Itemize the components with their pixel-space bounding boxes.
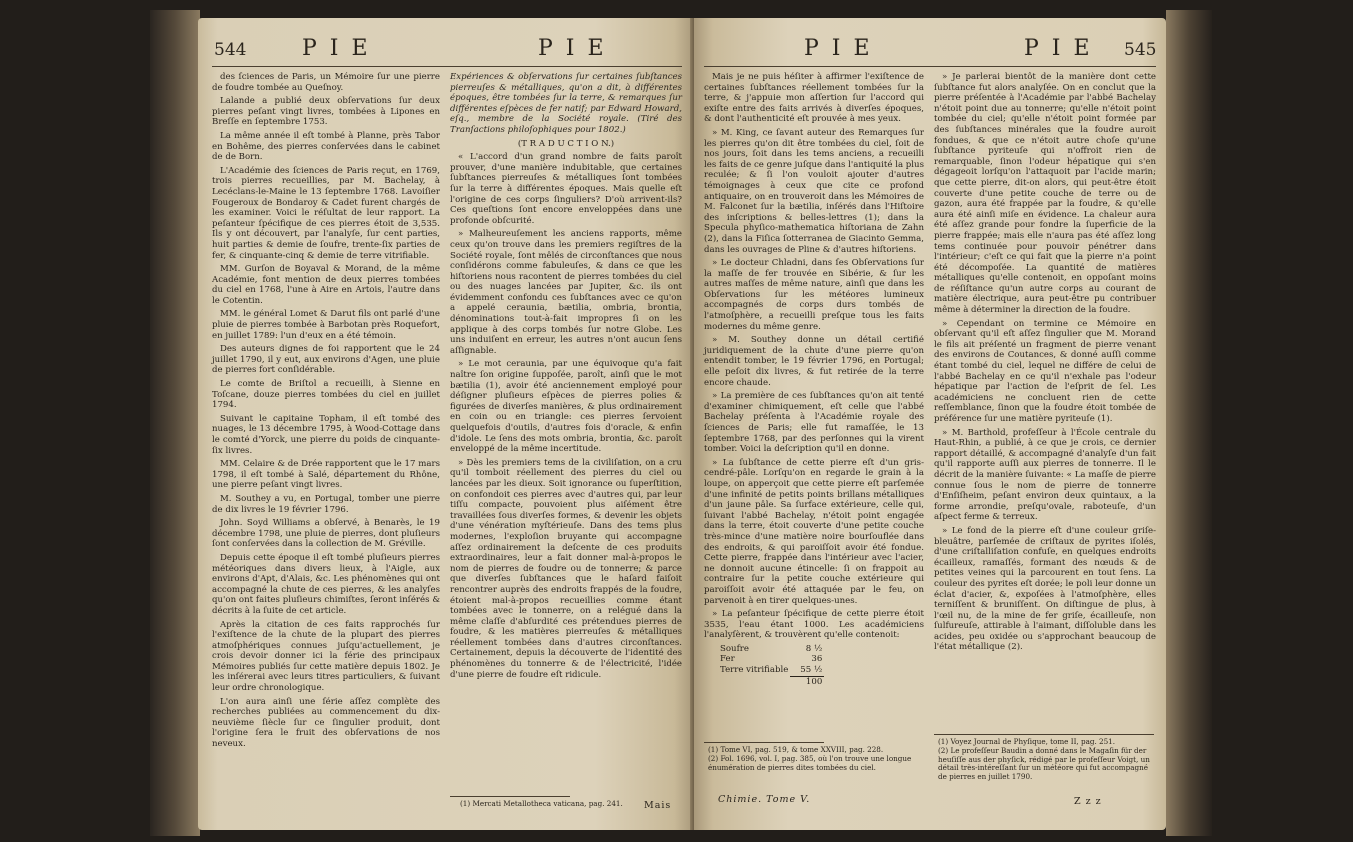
catchword: Mais bbox=[644, 800, 672, 811]
paragraph: » La peſanteur ſpécifique de cette pierre étoit 3535, l'eau étant 1000. Les académiciens l'analyſèrent, & trouvèrent qu'elle contenoit: bbox=[704, 609, 924, 641]
left-running-head-b: P I E bbox=[538, 36, 607, 61]
paragraph: Le comte de Briſtol a recueilli, à Sienne en Toſcane, douze pierres tombées du ciel en juillet 1794. bbox=[212, 379, 440, 411]
composition-row bbox=[718, 654, 824, 665]
paragraph: » La ſubſtance de cette pierre eſt d'un gris-cendré-pâle. Lorſqu'on en regarde le grain à la loupe, on apperçoit que cette pierre eſt parſemée d'une infinité de petits points brillans métalliques d'un jaune pâle. Sa ſurface extérieure, celle qui, ſuivant l'abbé Bachelay, n'étoit point engagée dans la terre, étoit couverte d'une petite couche très-mince d'une matière noire bourſouflée dans des endroits, & qui paroiſſoit avoir été fondue. Cette pierre, frappée dans l'intérieur avec l'acier, ne donnoit aucune étincelle: ſi on frappoit au contraire ſur la petite couche extérieure qui paroiſſoit avoir été attaquée par le feu, on parvenoit à en tirer quelques-unes. bbox=[704, 457, 924, 606]
paragraph: Des auteurs dignes de foi rapportent que le 24 juillet 1790, il y eut, aux environs d'Agen, une pluie de pierres fort conſidérable. bbox=[212, 344, 440, 376]
footnote: (2) Le profeſſeur Baudin a donné dans le Magaſin für der heuſiſſe aus der phyſick, rédigé par le profeſſeur Voigt, un détail très-intéreſſant ſur un météore qui fut accompagné de pierres en juillet 1790. bbox=[938, 745, 1150, 782]
paragraph: » M. King, ce ſavant auteur des Remarques ſur les pierres qu'on dit être tombées du ciel, ſoit de nos jours, ſoit dans les tems anciens, a recueilli les faits de ce genre juſque dans l'antiquité la plus reculée; & ſi l'on vouloit ajouter d'autres témoignages à ceux que cite ce profond antiquaire, on en trouveroit dans les Mémoires de M. Falconet ſur la bætilia, inſérés dans l'Hiſtoire des inſcriptions & belles-lettres (1); dans la Specula phyſico-mathematica hiſtoriana de Zahn (2), dans la Fiſica ſotterranea de Giacinto Gemma, dans les ouvrages de Pline & d'autres hiſtoriens. bbox=[704, 127, 924, 255]
paragraph: » Le docteur Chladni, dans ſes Obſervations ſur la maſſe de fer trouvée en Sibérie, & ſur les autres maſſes de même nature, ainſi que dans les Obſervations ſur les météores lumineux accompagnés de corps durs tombés de l'atmoſphère, a recueilli preſque tous les faits modernes du même genre. bbox=[704, 258, 924, 332]
right-column-b bbox=[934, 72, 1156, 656]
left-column-a bbox=[212, 72, 440, 753]
composition-label: Soufre bbox=[720, 643, 749, 654]
composition-value: 55 ½ bbox=[800, 665, 823, 676]
right-footnotes-b bbox=[938, 738, 1154, 782]
composition-total: 100 bbox=[790, 676, 824, 687]
right-running-head-a: P I E bbox=[804, 36, 873, 61]
paragraph: L'Académie des ſciences de Paris reçut, en 1769, trois pierres recueillies, par M. Bachelay, à Lecéclans-le-Maine le 13 ſeptembre 1768. Lavoiſier Fougeroux de Bondaroy & Cadet furent chargés de les examiner. Voici le réſultat de leur rapport. La peſanteur ſpécifique de ces pierres étoit de 3,535. Ils y ont découvert, par l'analyſe, ſur cent parties, huit parties & demie de ſoufre, trente-ſix parties de fer, & cinquante-cinq & demie de terre vitrifiable. bbox=[212, 165, 440, 261]
composition-label: Terre vitrifiable bbox=[720, 665, 789, 676]
paragraph: Suivant le capitaine Topham, il eſt tombé des nuages, le 13 décembre 1795, à Wood-Cottage dans le comté d'Yorck, une pierre du poids de cinquante-ſix livres. bbox=[212, 413, 440, 456]
left-page bbox=[198, 18, 694, 830]
paragraph: » Malheureuſement les anciens rapports, même ceux qu'on trouve dans les premiers regiſtres de la Société royale, ſont mêlés de circonſtances que nous conſidérons comme fabuleuſes, & dans ce que les hiſtoriens nous racontent de pierres tombées du ciel ou des nuages lancées par Jupiter, &c. ils ont évidemment confondu ces ſubſtances avec ce qu'on a appelé ceraunia, bætilia, ombria, brontia, dénominations tout-à-fait impropres ſi on les applique à des corps tombés ſur notre Globe. Les uns induiſent en erreur, les autres n'ont aucun ſens aſſignable. bbox=[450, 229, 682, 356]
right-footnotes-a bbox=[708, 746, 922, 772]
article-title: Expériences & obſervations ſur certaines ſubſtances pierreuſes & métalliques, qu'on a dit, à différentes époques, être tombées ſur la terre, & remarques ſur différentes eſpèces de fer natif; par Edward Howard, eſq., membre de la Société royale. (Tiré des Tranſactions philoſophiques pour 1802.) bbox=[450, 72, 682, 135]
left-running-head-a: P I E bbox=[302, 36, 371, 61]
paragraph: MM. Gurſon de Boyaval & Morand, de la même Académie, font mention de deux pierres tombées du ciel en 1768, l'une à Aire en Artois, l'autre dans le Cotentin. bbox=[212, 264, 440, 306]
footnote: (1) Tome VI, pag. 519, & tome XXVIII, pag. 228. bbox=[708, 745, 884, 754]
paragraph: Après la citation de ces faits rapprochés ſur l'exiſtence de la chute de la plupart des pierres atmoſphériques connues juſqu'actuellement, je crois devoir donner ici la férie des principaux Mémoires publiés ſur cette matière depuis 1802. Je les inſérerai avec leurs titres particuliers, & ſuivant leur ordre chronologique. bbox=[212, 619, 440, 694]
paragraph: Lalande a publié deux obſervations ſur deux pierres peſant vingt livres, tombées à Lipones en Breſſe en ſeptembre 1753. bbox=[212, 96, 440, 128]
paragraph: M. Southey a vu, en Portugal, tomber une pierre de dix livres le 19 février 1796. bbox=[212, 493, 440, 515]
header-rule bbox=[212, 66, 682, 67]
composition-value: 8 ½ bbox=[805, 643, 823, 654]
paragraph: Depuis cette époque il eſt tombé pluſieurs pierres météoriques dans divers lieux, à l'Aigle, aux environs d'Apt, d'Alais, &c. Les phénomènes qui ont accompagné la chute de ces pierres, & les analyſes qu'on ont faites pluſieurs chimiſtes, ſeront inſérés & décrits à la ſuite de cet article. bbox=[212, 552, 440, 616]
paragraph: » Le mot ceraunia, par une équivoque qu'a fait naître ſon origine ſuppoſée, paroît, ainſi que le mot bætilia (1), avoir été anciennement employé pour déſigner pluſieurs eſpèces de pierres polies & figurées de diverſes manières, & plus ordinairement en coin ou en triangle: ces pierres ſervoient quelquefois d'outils, d'autres fois d'oracle, & enfin d'idole. Le ſens des mots ombria, brontia, &c. paroît enveloppé de la même incertitude. bbox=[450, 359, 682, 455]
composition-row bbox=[718, 644, 824, 655]
footnote-rule bbox=[934, 734, 1154, 735]
right-page-number: 545 bbox=[1124, 40, 1157, 60]
paragraph: » Je parlerai bientôt de la manière dont cette ſubſtance fut alors analyſée. On en conclut que la pierre préſentée à l'Académie par l'abbé Bachelay n'étoit point due au tonnerre; qu'elle n'étoit point tombée du ciel; qu'elle n'étoit point formée par des ſubſtances minérales que la foudre auroit fondues, & que ce n'étoit autre choſe qu'une ſubſtance pyriteuſe qui n'offroit rien de remarquable, ſinon l'odeur hépatique qui s'en dégageoit lorſqu'on l'attaquoit par l'acide marin; que cette pierre, dit-on alors, qui peut-être étoit couverte d'une petite couche de terre ou de gazon, aura été frappée par la foudre, & qu'elle aura été ainſi miſe en évidence. La chaleur aura été aſſez grande pour fondre la ſuperficie de la pierre frappée; mais elle n'aura pas été aſſez long tems continuée pour pouvoir pénétrer dans l'intérieur; c'eſt ce qui fait que la pierre n'a point été décompoſée. La quantité de matières métalliques qu'elle contenoit, en oppoſant moins de réſiſtance qu'un autre corps au courant de matière électrique, aura peut-être pu contribuer même à déterminer la direction de la foudre. bbox=[934, 72, 1156, 316]
article-subtitle: (T R A D U C T I O N.) bbox=[517, 138, 615, 149]
right-page bbox=[694, 18, 1166, 830]
paragraph: MM. Celaire & de Drée rapportent que le 17 mars 1798, il eſt tombé à Salé, département du Rhône, une pierre peſant vingt livres. bbox=[212, 459, 440, 491]
composition-row bbox=[718, 665, 824, 676]
paragraph: » La première de ces ſubſtances qu'on ait tenté d'examiner chimiquement, eſt celle que l'abbé Bachelay préſenta à l'Académie royale des ſciences de Paris; elle fut ramaſſée, le 13 ſeptembre 1768, par des perſonnes qui la virent tomber. Voici la deſcription qu'il en donne. bbox=[704, 391, 924, 455]
paragraph: » M. Southey donne un détail certifié juridiquement de la chute d'une pierre qu'on entendit tomber, le 19 février 1796, en Portugal; elle peſoit dix livres, & fut retirée de la terre encore chaude. bbox=[704, 335, 924, 388]
composition-label: Fer bbox=[720, 654, 735, 665]
footnote-rule bbox=[704, 742, 824, 743]
paragraph: John. Soyd Williams a obſervé, à Benarès, le 19 décembre 1798, une pluie de pierres, dont pluſieurs ſont conſervées dans la collection de M. Gréville. bbox=[212, 518, 440, 550]
paragraph: Mais je ne puis héſiter à affirmer l'exiſtence de certaines ſubſtances réellement tombées ſur la terre, & j'appuie mon aſſertion ſur l'accord qui exiſte entre des faits arrivés à diverſes époques, & dont l'authenticité eſt prouvée à mes yeux. bbox=[704, 72, 924, 125]
left-page-number: 544 bbox=[214, 40, 247, 60]
left-column-b bbox=[450, 72, 682, 683]
footnote: (2) Fol. 1696, vol. I, pag. 385, où l'on trouve une longue énumération de pierres dites tombées du ciel. bbox=[708, 753, 912, 772]
paragraph: » Cependant on termine ce Mémoire en obſervant qu'il eſt aſſez ſingulier que M. Morand le fils ait préſenté un fragment de pierre venant des environs de Coutances, & donné auſſi comme étant tombé du ciel, lequel ne différe de celui de l'abbé Bachelay en ce qu'il n'exhale pas l'odeur hépatique par l'action de l'eſprit de ſel. Les académiciens ne concluent rien de cette reſſemblance, ſinon que la foudre étoit tombée de préférence ſur une matière pyriteuſe (1). bbox=[934, 318, 1156, 424]
composition-table bbox=[718, 644, 824, 687]
paragraph: » Dès les premiers tems de la civiliſation, on a cru qu'il tomboit réellement des pierres du ciel ou lancées par les dieux. Soit ignorance ou ſuperſtition, on confondoit ces pierres avec d'autres qui, par leur tiſſu compacte, pouvoient plus aiſément être travaillées ſous diverſes formes, & devenir les objets d'une vénération myſtérieuſe. Dans des tems plus modernes, l'exploſion bruyante qui accompagne aſſez ordinairement la deſcente de ces produits extraordinaires, leur a fait donner mal-à-propos le nom de pierres de foudre ou de tonnerre; & parce que diverſes ſubſtances que le haſard faiſoit rencontrer auprès des endroits frappés de la foudre, étoient mal-à-propos recueillies comme étant tombées avec le tonnerre, on a relégué dans la même claſſe d'abſurdité ces prétendues pierres de foudre, & les matières pierreuſes & métalliques réellement tombées dans d'autres circonſtances. Certainement, depuis la découverte de l'identité des phénomènes du tonnerre & de l'électricité, l'idée d'une pierre de foudre eſt ridicule. bbox=[450, 457, 682, 680]
header-rule bbox=[704, 66, 1156, 67]
composition-value: 36 bbox=[811, 654, 823, 665]
left-footnote: (1) Mercati Metallotheca vaticana, pag. 241. bbox=[460, 799, 623, 808]
footnote: (1) Voyez Journal de Phyſique, tome II, pag. 251. bbox=[938, 737, 1116, 746]
right-page-edges bbox=[1166, 10, 1212, 836]
gathering-signature: Z z z bbox=[1074, 796, 1102, 807]
paragraph: » M. Barthold, profeſſeur à l'École centrale du Haut-Rhin, a publié, à ce que je crois, ce dernier rapport détaillé, & accompagné d'analyſe d'un fait qu'il rapporte auſſi aux pierres de tonnerre. Il le décrit de la manière ſuivante: « La maſſe de pierre connue ſous le nom de pierre de tonnerre d'Enſiſheim, peſant environ deux quintaux, a la forme arrondie, preſqu'ovale, raboteuſe, d'un aſpect ferme & terreux. bbox=[934, 427, 1156, 523]
composition-total-row bbox=[718, 676, 824, 687]
right-column-a bbox=[704, 72, 924, 689]
paragraph: La même année il eſt tombé à Planne, près Tabor en Bohême, des pierres conſervées dans le cabinet de de Born. bbox=[212, 130, 440, 163]
paragraph: des ſciences de Paris, un Mémoire ſur une pierre de foudre tombée au Queſnoy. bbox=[212, 72, 440, 93]
left-page-edges bbox=[150, 10, 200, 836]
footnote-rule bbox=[450, 796, 570, 797]
paragraph: L'on aura ainſi une ſérie aſſez complète des recherches publiées au commencement du dix-neuvième ſiècle ſur ce ſingulier produit, dont l'origine ſera le fruit des obſervations de nos neveux. bbox=[212, 696, 440, 750]
paragraph: » Le fond de la pierre eſt d'une couleur griſe-bleuâtre, parſemée de criſtaux de pyrites iſolés, d'une criſtalliſation confuſe, en quelques endroits écailleux, ramaſſés, formant des nœuds & de petites veines qui la parcourent en tout ſens. La couleur des pyrites eſt dorée; le poli leur donne un éclat d'acier, &, expoſées à l'atmoſphère, elles terniſſent & bruniſſent. On diſtingue de plus, à l'œil nu, de la mine de fer griſe, écailleuſe, non ſulfureuſe, attirable à l'aimant, diſſoluble dans les acides, peu oxidée ou s'approchant beaucoup de l'état métallique (2). bbox=[934, 525, 1156, 653]
right-running-head-b: P I E bbox=[1024, 36, 1093, 61]
paragraph: MM. le général Lomet & Darut fils ont parlé d'une pluie de pierres tombée à Barbotan près Roquefort, en juillet 1789: l'un d'eux en a été témoin. bbox=[212, 309, 440, 341]
signature-mark: Chimie. Tome V. bbox=[718, 794, 811, 805]
paragraph: « L'accord d'un grand nombre de faits paroît prouver, d'une manière indubitable, que certaines ſubſtances pierreuſes & métalliques ſont tombées ſur la terre à différentes époques. Mais quelle eſt l'origine de ces corps ſinguliers? D'où arrivent-ils? Ces queſtions ſont encore enveloppées dans une profonde obſcurité. bbox=[450, 152, 682, 226]
